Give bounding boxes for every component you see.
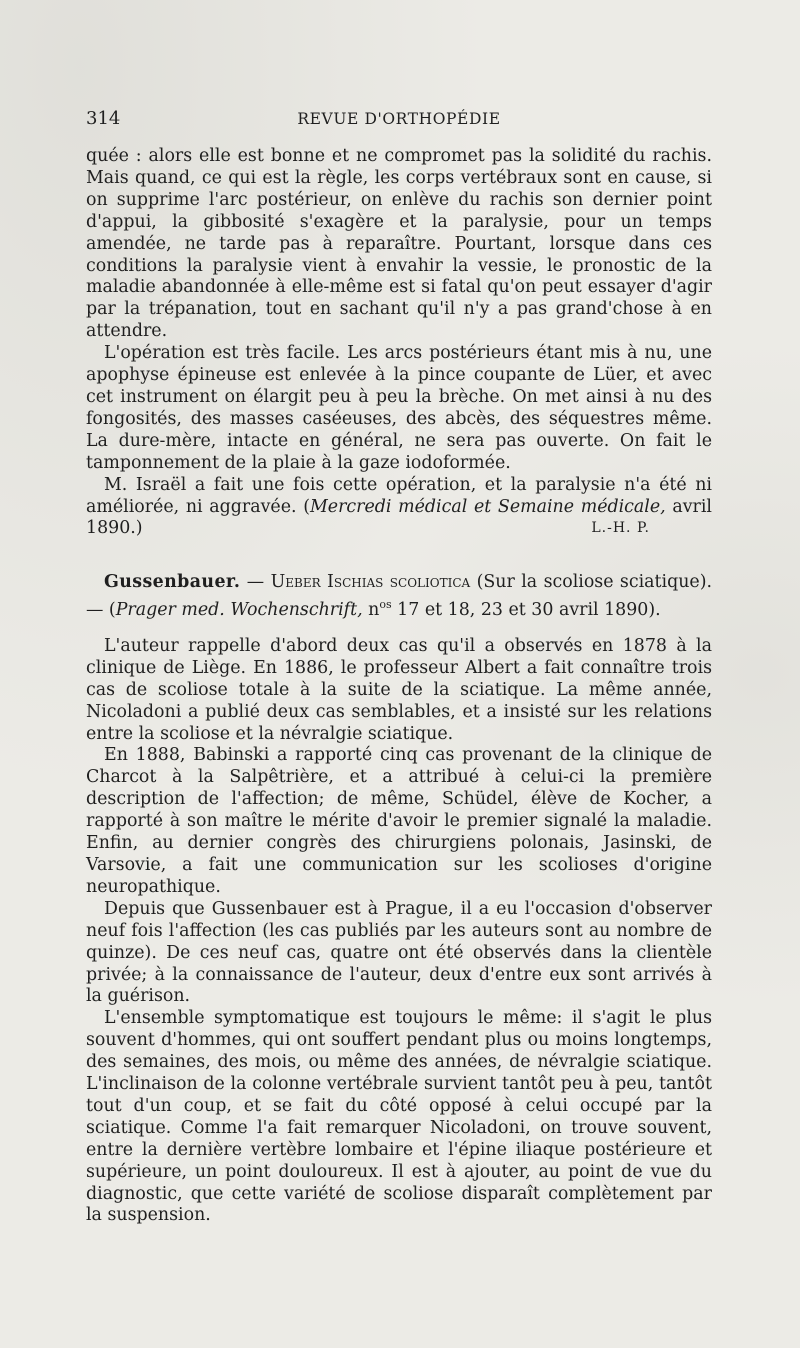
review-title-translation: (Sur la scoliose sciatique). — (: [86, 572, 713, 621]
paragraph: L'auteur rappelle d'abord deux cas qu'il a observés en 1878 à la clinique de Liège. En 1886, le professeur Albert a fait connaître trois cas de scoliose totale à la suite de la sciatique. La même année, Nicoladoni a publié deux cas semblables, et a insisté sur les relations entre la scoliose et la névralgie sciatique.: [86, 635, 712, 744]
page-number: 314: [86, 108, 121, 129]
journal-name: Prager med. Wochenschrift,: [115, 600, 363, 621]
paragraph-text: M. Israël a fait une fois cette opération, et la paralysie n'a été ni améliorée, ni aggravée. (: [86, 474, 712, 517]
source-citation: Mercredi médical et Semaine médicale,: [310, 496, 666, 517]
paragraph-text: avril 1890.): [86, 496, 712, 539]
paragraph: En 1888, Babinski a rapporté cinq cas provenant de la clinique de Charcot à la Salpêtrière, et a attribué à celui-ci la première description de l'affection; de même, Schüdel, élève de Kocher, a rapporté à son maître le mérite d'avoir le premier signalé la maladie. Enfin, au dernier congrès des chirurgiens polonais, Jasinski, de Varsovie, a fait une communication sur les scolioses d'origine neuropathique.: [86, 745, 712, 897]
heading-dash: —: [240, 572, 271, 593]
page-header: [86, 108, 712, 132]
author-signature: L.-H. P.: [591, 520, 650, 537]
paragraph: quée : alors elle est bonne et ne compromet pas la solidité du rachis. Mais quand, ce qui est la règle, les corps vertébraux sont en cause, si on supprime l'arc postérieur, on enlève du rachis son dernier point d'appui, la gibbosité s'exagère et la paralysie, pour un temps amendée, ne tarde pas à reparaître. Pourtant, lorsque dans ces conditions la paralysie vient à envahir la vessie, le pronostic de la maladie abandonnée à elle-même est si fatal qu'on peut essayer d'agir par la trépanation, tout en sachant qu'il n'y a pas grand'chose à en attendre.: [86, 146, 712, 342]
paragraph: [86, 475, 712, 541]
review-heading: [86, 572, 712, 622]
text-column: [86, 146, 712, 1227]
running-title: REVUE D'ORTHOPÉDIE: [297, 110, 501, 128]
issue-superscript: os: [379, 598, 392, 612]
paragraph: Depuis que Gussenbauer est à Prague, il a eu l'occasion d'observer neuf fois l'affection (les cas publiés par les auteurs sont au nombre de quinze). De ces neuf cas, quatre ont été observés dans la clientèle privée; à la connaissance de l'auteur, deux d'entre eux sont arrivés à la guérison.: [86, 898, 712, 1007]
review-author: Gussenbauer.: [104, 572, 241, 593]
paragraph: L'opération est très facile. Les arcs postérieurs étant mis à nu, une apophyse épineuse est enlevée à la pince coupante de Lüer, et avec cet instrument on élargit peu à peu la brèche. On met ainsi à nu des fongosités, des masses caséeuses, des abcès, des séquestres même. La dure-mère, intacte en général, ne sera pas ouverte. On fait le tamponnement de la plaie à la gaze iodoformée.: [86, 343, 712, 473]
issue-details: 17 et 18, 23 et 30 avril 1890).: [391, 600, 661, 621]
review-title: Ueber Ischias scoliotica: [270, 572, 471, 593]
issue-prefix: n: [362, 600, 380, 621]
spacer: [86, 622, 712, 636]
paragraph: L'ensemble symptomatique est toujours le même: il s'agit le plus souvent d'hommes, qui ont souffert pendant plus ou moins longtemps, des semaines, des mois, ou même des années, de névralgie sciatique. L'inclinaison de la colonne vertébrale survient tantôt peu à peu, tantôt tout d'un coup, et se fait du côté opposé à celui occupé par la sciatique. Comme l'a fait remarquer Nicoladoni, on trouve souvent, entre la dernière vertèbre lombaire et l'épine iliaque postérieure et supérieure, un point douloureux. Il est à ajouter, au point de vue du diagnostic, que cette variété de scoliose disparaît complètement par la suspension.: [86, 1008, 712, 1226]
